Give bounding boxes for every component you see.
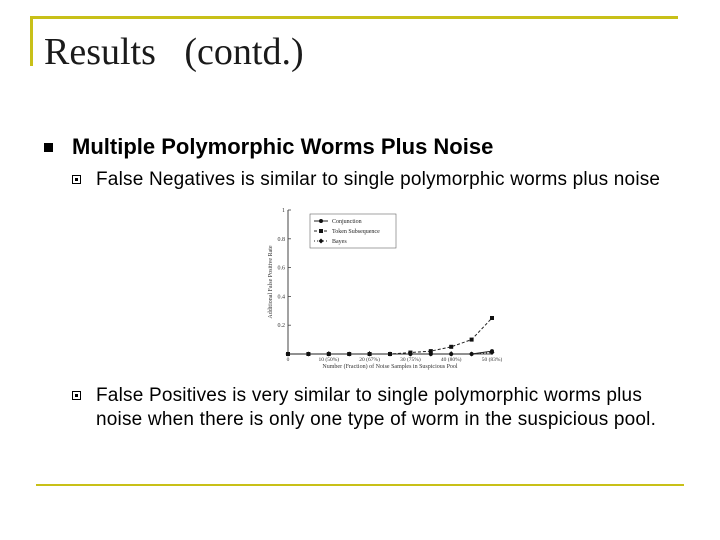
data-point-bayes (469, 352, 474, 357)
slide-heading: Multiple Polymorphic Worms Plus Noise (72, 134, 494, 159)
y-tick-label: 0.2 (277, 323, 285, 330)
y-tick-label: 0.6 (277, 265, 285, 272)
data-point-token-subsequence (449, 345, 453, 349)
y-axis-label: Additional False Positive Rate (268, 245, 274, 319)
legend-label: Token Subsequence (332, 229, 380, 235)
x-tick-label: 50 (83%) (481, 357, 502, 363)
legend-label: Conjunction (332, 219, 362, 225)
y-tick-label: 1 (282, 208, 285, 214)
slide-title: Results (contd.) (44, 31, 304, 73)
bullet-text-false-negatives: False Negatives is similar to single polymorphic worms plus noise (96, 169, 661, 190)
y-tick-label: 0.4 (277, 294, 285, 301)
x-tick-label: 0 (286, 357, 290, 363)
data-point-bayes (449, 352, 454, 357)
x-axis-label: Number (Fraction) of Noise Samples in Suspicious Pool (322, 364, 458, 370)
x-tick-label: 40 (80%) (440, 357, 462, 363)
legend-marker (319, 219, 323, 223)
x-tick-label: 20 (67%) (359, 357, 380, 363)
sub-bullet-icon (72, 175, 81, 184)
y-tick-label: 0.8 (277, 236, 285, 243)
left-rule (30, 16, 33, 66)
top-rule (30, 16, 678, 19)
x-tick-label: 30 (75%) (400, 357, 421, 363)
bullet-text-false-positives: False Positives is very similar to single polymorphic worms plus noise when there is only one type of worm in the suspicious pool. (96, 385, 657, 430)
bottom-rule (36, 484, 684, 486)
data-point-token-subsequence (470, 338, 474, 342)
x-tick-label: 10 (50%) (318, 357, 340, 363)
series-line-1 (288, 318, 492, 354)
bullet-square-icon (44, 143, 53, 152)
legend-label: Bayes (332, 239, 347, 245)
legend-marker (319, 229, 323, 233)
sub-bullet-icon (72, 391, 81, 400)
false-positive-chart (262, 206, 502, 370)
data-point-token-subsequence (490, 316, 494, 320)
